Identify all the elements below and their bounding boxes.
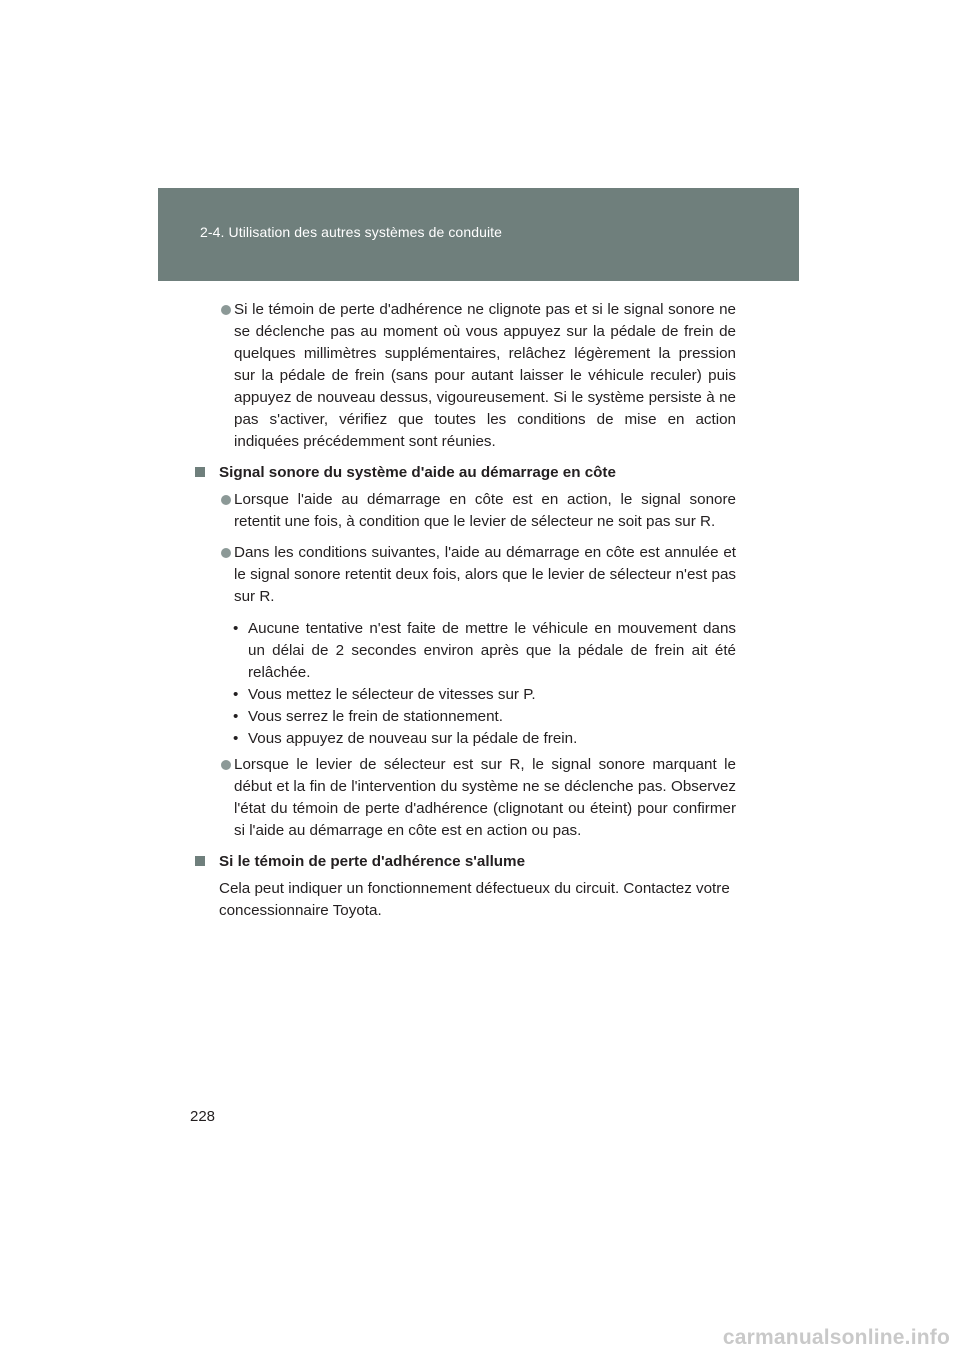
bullet-item — [193, 542, 736, 608]
bullet-dot-icon — [221, 548, 231, 558]
bullet-dot-icon — [221, 760, 231, 770]
section-title: 2-4. Utilisation des autres systèmes de conduite — [200, 224, 503, 240]
bullet-dot-icon — [221, 305, 231, 315]
section-paragraph: Cela peut indiquer un fonctionnement défectueux du circuit. Contactez votre concessionnaire Toyota. — [219, 880, 730, 919]
bullet-text: Si le témoin de perte d'adhérence ne clignote pas et si le signal sonore ne se déclenche pas au moment où vous appuyez sur la pédale de frein de quelques millimètres supplémentaires, relâchez légèrement la pression sur la pédale de frein (sans pour autant laisser le véhicule reculer) puis appuyez de nouveau dessus, vigoureusement. Si le système persiste à ne pas s'activer, vérifiez que toutes les conditions de mise en action indiquées précédemment sont réunies. — [234, 301, 736, 450]
condition-item — [193, 728, 736, 750]
section-heading-text: Si le témoin de perte d'adhérence s'allume — [219, 853, 526, 870]
bullet-text: Dans les conditions suivantes, l'aide au démarrage en côte est annulée et le signal sonore retentit deux fois, alors que le levier de sélecteur n'est pas sur R. — [234, 544, 736, 605]
square-bullet-icon — [195, 467, 205, 477]
dot-marker-icon: • — [233, 708, 239, 725]
page-content — [193, 299, 736, 922]
section-heading-text: Signal sonore du système d'aide au démarrage en côte — [219, 464, 616, 481]
condition-list — [193, 618, 736, 750]
condition-item — [193, 618, 736, 684]
square-bullet-icon — [195, 856, 205, 866]
bullet-dot-icon — [221, 495, 231, 505]
condition-text: Vous serrez le frein de stationnement. — [248, 708, 503, 725]
section-heading — [193, 851, 736, 873]
bullet-item — [193, 754, 736, 842]
dot-marker-icon: • — [233, 686, 239, 703]
dot-marker-icon: • — [233, 730, 239, 747]
condition-text: Aucune tentative n'est faite de mettre le véhicule en mouvement dans un délai de 2 secondes environ après que la pédale de frein ait été relâchée. — [248, 620, 736, 681]
watermark: carmanualsonline.info — [722, 1326, 950, 1349]
dot-marker-icon: • — [233, 620, 239, 637]
section-header-band — [158, 188, 799, 281]
page-number: 228 — [190, 1108, 216, 1125]
bullet-item — [193, 299, 736, 453]
condition-item — [193, 684, 736, 706]
condition-item — [193, 706, 736, 728]
condition-text: Vous mettez le sélecteur de vitesses sur P. — [248, 686, 536, 703]
bullet-text: Lorsque l'aide au démarrage en côte est en action, le signal sonore retentit une fois, à condition que le levier de sélecteur ne soit pas sur R. — [234, 491, 736, 530]
bullet-item — [193, 489, 736, 533]
section-heading — [193, 462, 736, 484]
condition-text: Vous appuyez de nouveau sur la pédale de frein. — [248, 730, 578, 747]
bullet-text: Lorsque le levier de sélecteur est sur R, le signal sonore marquant le début et la fin de l'intervention du système ne se déclenche pas. Observez l'état du témoin de perte d'adhérence (clignotant ou éteint) pour confirmer si l'aide au démarrage en côte est en action ou pas. — [234, 756, 736, 839]
